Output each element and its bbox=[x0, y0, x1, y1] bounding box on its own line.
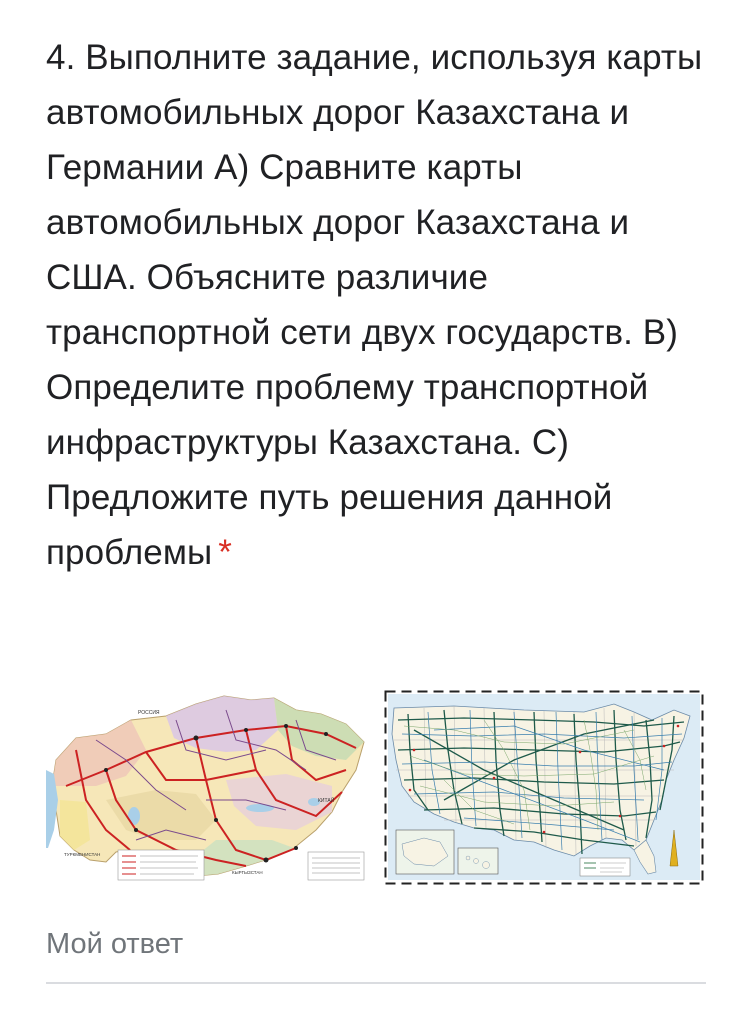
answer-underline bbox=[46, 982, 706, 984]
kazakhstan-road-map-image[interactable] bbox=[46, 690, 368, 885]
label-kyrgyzstan: КЫРГЫЗСТАН bbox=[232, 870, 263, 875]
answer-input[interactable]: Мой ответ bbox=[46, 928, 184, 960]
question-images bbox=[46, 690, 706, 885]
label-russia: РОССИЯ bbox=[138, 710, 160, 716]
question-text: 4. Выполните задание, используя карты автомобильных дорог Казахстана и Германии A) Сравните карты автомобильных дорог Казахстана и США. Объясните различие транспортной сети двух государств. B) Определите проблему транспортной инфраструктуры Казахстана. C) Предложите путь решения данной проблемы bbox=[46, 38, 703, 572]
question-title bbox=[46, 30, 716, 580]
required-asterisk: * bbox=[218, 533, 232, 572]
label-turkmenistan: ТУРКМЕНИСТАН bbox=[64, 852, 101, 857]
usa-road-map-image[interactable] bbox=[384, 690, 704, 885]
label-china: КИТАЙ bbox=[318, 798, 335, 804]
